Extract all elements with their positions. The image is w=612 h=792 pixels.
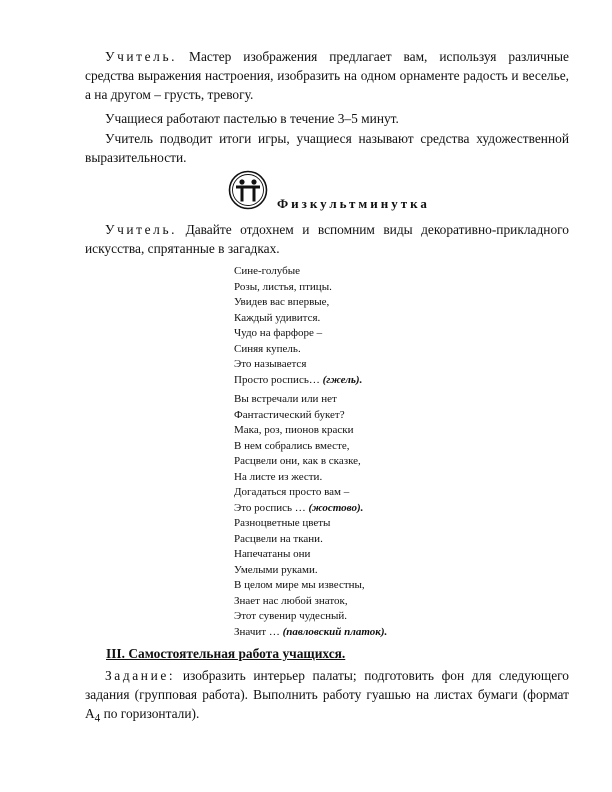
- poem-line: [234, 373, 362, 389]
- section-heading-fizminutka: Физкультминутка: [277, 196, 430, 211]
- riddle-pavlovsky: [234, 516, 387, 640]
- speaker-label: Учитель.: [105, 49, 178, 64]
- poem-line: Это называется: [234, 358, 307, 370]
- poem-line: Догадаться просто вам –: [234, 486, 350, 498]
- speaker-label: Учитель.: [105, 222, 178, 237]
- poem-line: В нем собрались вместе,: [234, 439, 350, 452]
- poem-line: Расцвели они, как в сказке,: [234, 455, 361, 467]
- poem-line: В целом мире мы известны,: [234, 579, 365, 591]
- poem-line: Розы, листья, птицы.: [234, 280, 332, 293]
- paragraph-students-work: [85, 109, 569, 128]
- poem-line-prefix: Просто роспись…: [234, 373, 323, 386]
- poem-line: Синяя купель.: [234, 342, 301, 355]
- poem-line: Умелыми руками.: [234, 563, 318, 576]
- format-subscript: 4: [94, 712, 101, 725]
- task-label: Задание:: [105, 668, 176, 683]
- poem-line: Этот сувенир чудесный.: [234, 610, 347, 622]
- paragraph-teacher-2: [85, 220, 569, 258]
- poem-line: Чудо на фарфоре –: [234, 327, 323, 339]
- paragraph-text: Давайте отдохнем и вспомним виды декоративно-прикладного искусства, спрятанные в загадках.: [85, 222, 569, 256]
- riddle-answer: (жостово).: [308, 501, 364, 514]
- poem-line: [234, 625, 387, 641]
- paragraph-text: Мастер изображения предлагает вам, используя различные средства выражения настроения, изобразить на одном орнаменте радость и веселье, а на другом – грусть, тревогу.: [85, 49, 569, 102]
- paragraph-text: изобразить интерьер палаты; подготовить фон для следующего задания (групповая работа). Выполнить работу гуашью на листах бумаги (формат А: [85, 668, 569, 721]
- paragraph-text: по горизонтали).: [100, 706, 200, 721]
- poem-line: Расцвели на ткани.: [234, 532, 323, 545]
- poem-line: На листе из жести.: [234, 470, 323, 483]
- paragraph-task: [85, 666, 569, 729]
- poem-line: Увидев вас впервые,: [234, 296, 330, 308]
- poem-line: [234, 501, 363, 517]
- poem-line: Фантастический букет?: [234, 408, 345, 421]
- poem-line: Сине-голубые: [234, 265, 300, 277]
- riddle-zhostovo: [234, 392, 363, 516]
- poem-line-prefix: Значит …: [234, 625, 283, 638]
- poem-line: Мака, роз, пионов краски: [234, 424, 354, 436]
- paragraph-teacher-summary: [85, 129, 569, 167]
- riddle-gzhel: [234, 264, 362, 388]
- poem-line: Вы встречали или нет: [234, 393, 337, 405]
- section-heading-independent-work: III. Самостоятельная работа учащихся.: [106, 646, 346, 661]
- poem-line: Каждый удивится.: [234, 311, 321, 324]
- two-people-icon: [228, 170, 268, 210]
- poem-line: Разноцветные цветы: [234, 517, 331, 529]
- poem-line: Знает нас любой знаток,: [234, 594, 348, 607]
- poem-line-prefix: Это роспись …: [234, 501, 309, 514]
- riddle-answer: (гжель).: [322, 373, 363, 386]
- poem-line: Напечатаны они: [234, 548, 311, 560]
- paragraph-text: Учащиеся работают пастелью в течение 3–5 минут.: [105, 111, 399, 126]
- paragraph-text: Учитель подводит итоги игры, учащиеся называют средства художественной выразительности.: [85, 131, 569, 165]
- riddle-answer: (павловский платок).: [282, 625, 388, 638]
- paragraph-teacher-1: [85, 47, 569, 104]
